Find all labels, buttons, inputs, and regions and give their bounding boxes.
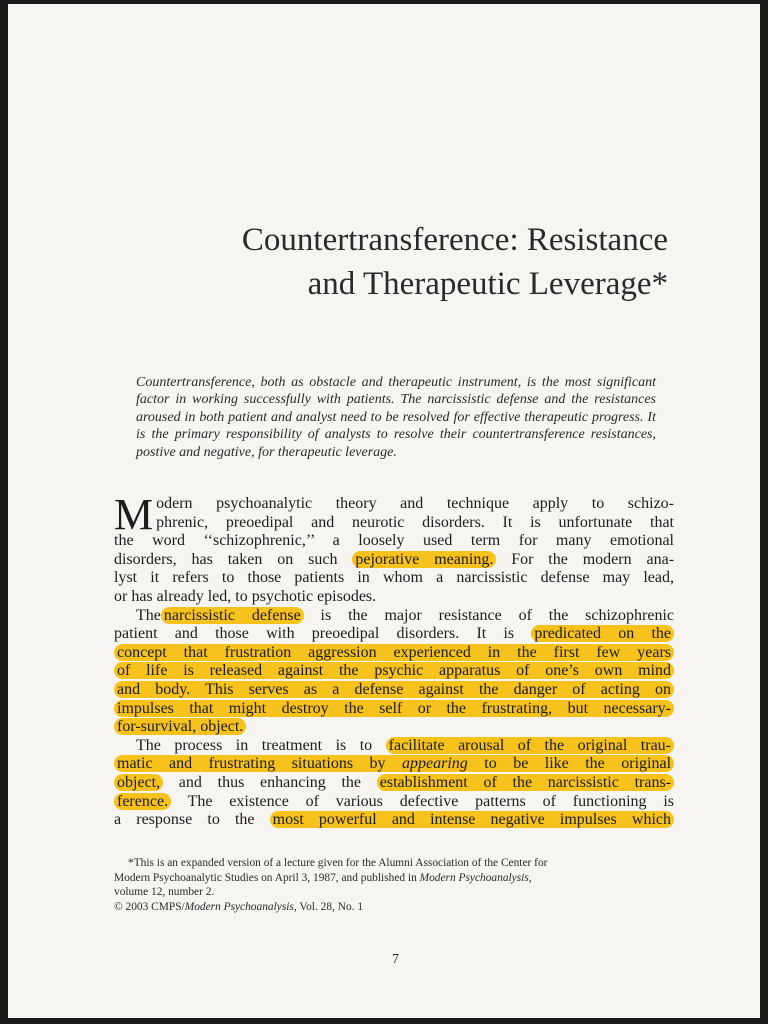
highlight: impulses that might destroy the self or the frustrating, but necessary-: [114, 700, 674, 717]
text-line: the word ‘‘schizophrenic,’’ a loosely used term for many emotional: [114, 532, 674, 550]
text-line: The process in treatment is to facilitate arousal of the original trau-: [114, 737, 674, 756]
text-line: [114, 644, 674, 663]
paragraph-1: [114, 490, 675, 607]
paragraph-2: [114, 607, 674, 737]
highlight: for-survival, object.: [114, 718, 246, 735]
text-line: [114, 681, 674, 700]
text-line: lyst it refers to those patients in whom a narcissistic defense may lead,: [114, 569, 674, 587]
text-line: [114, 700, 674, 719]
text-line: [114, 662, 674, 681]
footnote-line: *This is an expanded version of a lecture given for the Alumni Association of the Center for: [128, 857, 548, 869]
abstract: Countertransference, both as obstacle and therapeutic instrument, is the most significant factor in working successfully with patients. The narcissistic defense and the resistances aroused in both patient and analyst need to be resolved for effective therapeutic progress. It is the primary responsibility of analysts to resolve their countertransference resistances, postive and negative, for therapeutic leverage.: [136, 375, 656, 460]
highlight: facilitate arousal of the original trau-: [386, 737, 674, 754]
highlight: pejorative meaning.: [352, 551, 496, 568]
drop-cap: M: [114, 490, 154, 539]
highlight: of life is released against the psychic apparatus of one’s own mind: [114, 662, 674, 679]
copyright-line: © 2003 CMPS/Modern Psychoanalysis, Vol. 28, No. 1: [114, 900, 364, 913]
title-line-1: Countertransference: Resistance: [241, 222, 668, 258]
title-line-2: and Therapeutic Leverage*: [307, 266, 668, 302]
highlight: object,: [114, 774, 163, 791]
highlight: narcissistic defense: [161, 607, 304, 624]
text-line: The narcissistic defense is the major resistance of the schizophrenic: [136, 606, 675, 624]
text-line: a response to the most powerful and intense negative impulses which: [114, 811, 674, 830]
text-line: odern psychoanalytic theory and technique apply to schizo-: [156, 495, 674, 512]
text-line: [114, 718, 674, 737]
text-line: patient and those with preoedipal disorders. It is predicated on the: [114, 625, 674, 644]
text-line: or has already led, to psychotic episodes.: [114, 587, 377, 605]
highlight: and body. This serves as a defense against the danger of acting on: [114, 681, 674, 698]
text-line: phrenic, preoedipal and neurotic disorders. It is unfortunate that: [156, 513, 674, 531]
article-title: [242, 218, 668, 306]
text-line: disorders, has taken on such pejorative meaning. For the modern ana-: [114, 550, 675, 568]
text-line: [114, 755, 674, 774]
highlight: most powerful and intense negative impulses which: [270, 811, 674, 828]
text-line: object, and thus enhancing the establishment of the narcissistic trans-: [114, 774, 674, 793]
highlight: establishment of the narcissistic trans-: [377, 774, 674, 791]
page-number: 7: [392, 952, 399, 967]
highlight: matic and frustrating situations by appearing to be like the original: [114, 755, 674, 772]
footnote: [114, 856, 680, 914]
footnote-line: Modern Psychoanalytic Studies on April 3, 1987, and published in Modern Psychoanalysis,: [114, 871, 532, 884]
paragraph-3: [114, 737, 674, 830]
footnote-line: volume 12, number 2.: [114, 886, 215, 899]
highlight: ference.: [114, 793, 171, 810]
highlight: predicated on the: [531, 625, 674, 642]
document-page: [8, 4, 760, 1018]
highlight: concept that frustration aggression experienced in the first few years: [114, 644, 674, 661]
body-text: [114, 490, 675, 830]
text-line: ference. The existence of various defective patterns of functioning is: [114, 793, 674, 812]
